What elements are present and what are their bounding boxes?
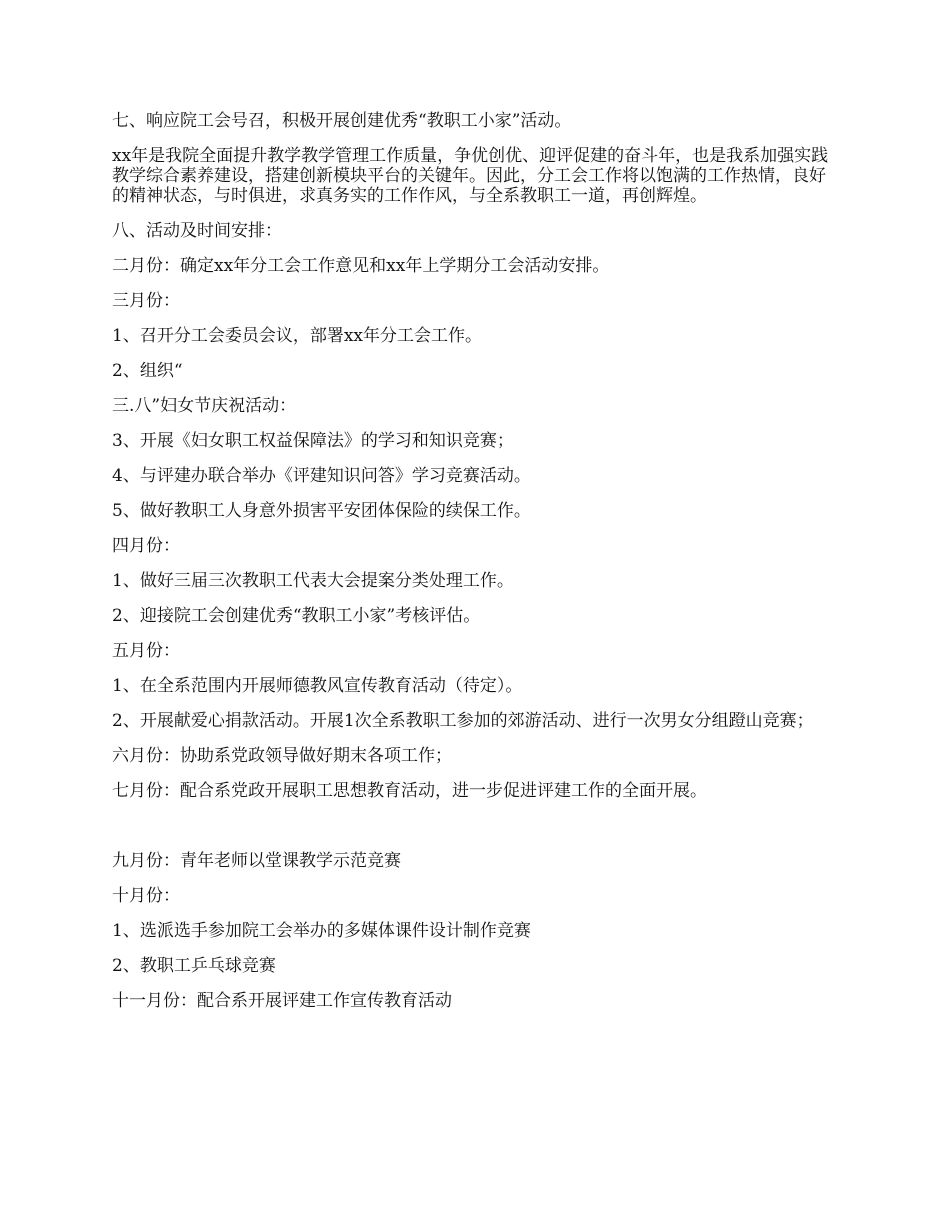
intro-paragraph: xx年是我院全面提升教学教学管理工作质量，争优创优、迎评促建的奋斗年，也是我系加强实践教学综合素养建设，搭建创新模块平台的关键年。因此，分工会工作将以饱满的工作热情，良好的精神状态，与时俱进，求真务实的工作作风，与全系教职工一道，再创辉煌。 [112,146,829,206]
march-item-4: 4、与评建办联合举办《评建知识问答》学习竞赛活动。 [112,466,531,486]
may-item-1: 1、在全系范围内开展师德教风宣传教育活动（待定）。 [112,676,523,696]
february-item: 二月份：确定xx年分工会工作意见和xx年上学期分工会活动安排。 [112,256,610,276]
october-item-2: 2、教职工乒乓球竞赛 [112,956,276,976]
may-heading: 五月份： [112,641,180,661]
section-heading-8: 八、活动及时间安排： [112,221,282,241]
march-womens-day: 三.八”妇女节庆祝活动： [112,396,297,416]
july-item: 七月份：配合系党政开展职工思想教育活动，进一步促进评建工作的全面开展。 [112,781,707,801]
april-heading: 四月份： [112,536,180,556]
march-item-2: 2、组织“ [112,361,183,381]
section-heading-7: 七、响应院工会号召，积极开展创建优秀“教职工小家”活动。 [112,111,572,131]
may-item-2: 2、开展献爱心捐款活动。开展1次全系教职工参加的郊游活动、进行一次男女分组蹬山竞赛； [112,711,814,731]
april-item-1: 1、做好三届三次教职工代表大会提案分类处理工作。 [112,571,514,591]
june-item: 六月份：协助系党政领导做好期末各项工作； [112,746,452,766]
blank-gap [112,816,840,851]
march-item-5: 5、做好教职工人身意外损害平安团体保险的续保工作。 [112,501,531,521]
march-heading: 三月份： [112,291,180,311]
september-item: 九月份：青年老师以堂课教学示范竞赛 [112,851,401,871]
document-body [112,111,840,1026]
april-item-2: 2、迎接院工会创建优秀“教职工小家”考核评估。 [112,606,481,626]
october-heading: 十月份： [112,886,180,906]
march-item-1: 1、召开分工会委员会议，部署xx年分工会工作。 [112,326,482,346]
november-item: 十一月份：配合系开展评建工作宣传教育活动 [112,991,452,1011]
october-item-1: 1、选派选手参加院工会举办的多媒体课件设计制作竞赛 [112,921,531,941]
march-item-3: 3、开展《妇女职工权益保障法》的学习和知识竞赛； [112,431,514,451]
